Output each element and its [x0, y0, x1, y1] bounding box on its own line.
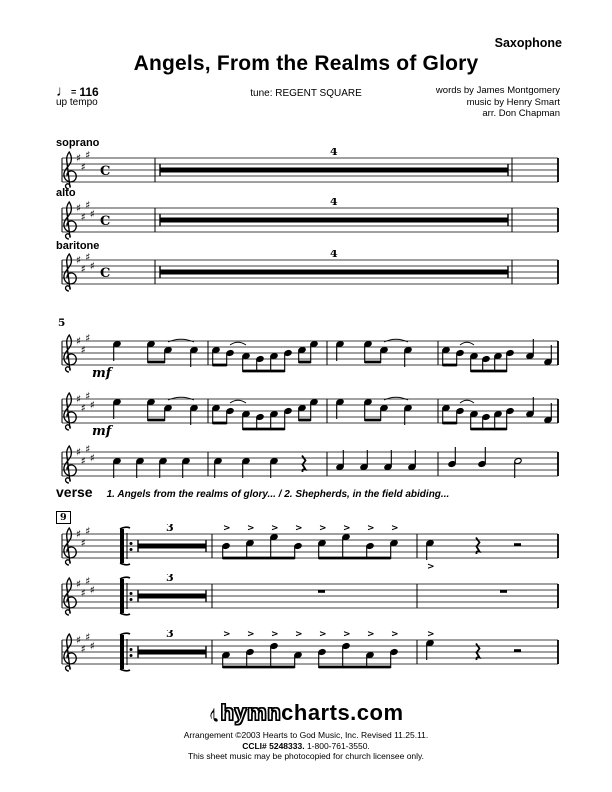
svg-text:♯: ♯: [89, 208, 95, 221]
svg-text:>: >: [427, 562, 435, 572]
svg-text:3: 3: [166, 630, 174, 640]
footer-lines: [0, 730, 612, 762]
svg-text:♯: ♯: [80, 455, 86, 468]
svg-text:♯: ♯: [85, 251, 91, 264]
svg-text:♯: ♯: [76, 578, 82, 591]
footer-line-license: This sheet music may be photocopied for church licensee only.: [187, 751, 425, 761]
svg-text:♯: ♯: [76, 202, 82, 215]
svg-text:>: >: [271, 524, 279, 534]
svg-text:♯: ♯: [76, 634, 82, 647]
svg-text:♯: ♯: [80, 587, 86, 600]
svg-text:♯: ♯: [85, 332, 91, 345]
svg-text:>: >: [319, 524, 327, 534]
staff-soprano-system2: [56, 331, 562, 389]
svg-text:♯: ♯: [89, 260, 95, 273]
staff-label-alto: alto: [56, 187, 76, 199]
svg-text:♯: ♯: [76, 446, 82, 459]
tune-name: tune: REGENT SQUARE: [250, 88, 362, 99]
svg-text:♯: ♯: [76, 335, 82, 348]
footer-line-arrangement: Arrangement ©2003 Hearts to God Music, Inc. Revised 11.25.11.: [183, 730, 429, 740]
svg-text:>: >: [391, 524, 399, 534]
svg-text:♯: ♯: [80, 643, 86, 656]
measure-number-9: 9: [56, 511, 71, 524]
svg-text:♯: ♯: [85, 390, 91, 403]
svg-text:>: >: [295, 524, 303, 534]
svg-text:4: 4: [330, 198, 338, 208]
svg-text:♯: ♯: [76, 393, 82, 406]
svg-text:♯: ♯: [80, 344, 86, 357]
footer: [0, 700, 612, 762]
dynamic-mf-soprano: mf: [92, 366, 112, 381]
svg-text:>: >: [427, 630, 435, 640]
svg-text:♯: ♯: [89, 584, 95, 597]
svg-text:♯: ♯: [76, 528, 82, 541]
svg-text:♯: ♯: [80, 402, 86, 415]
svg-text:C: C: [100, 214, 111, 229]
credit-music: music by Henry Smart: [466, 96, 560, 108]
staff-alto-system3: [56, 574, 562, 632]
svg-text:♯: ♯: [76, 152, 82, 165]
staff-label-soprano: soprano: [56, 137, 100, 149]
svg-text:>: >: [367, 630, 375, 640]
verse-label: verse: [56, 484, 93, 500]
part-label: Saxophone: [494, 36, 562, 50]
dynamic-mf-alto: mf: [92, 424, 112, 439]
svg-text:>: >: [343, 630, 351, 640]
staff-baritone-system3: [56, 630, 562, 688]
tempo-feel: up tempo: [56, 97, 98, 108]
tempo-bpm: 116: [79, 85, 99, 99]
svg-text:♯: ♯: [76, 254, 82, 267]
svg-text:3: 3: [166, 524, 174, 534]
measure-number-5: 5: [58, 317, 66, 329]
svg-text:>: >: [247, 630, 255, 640]
svg-text:♯: ♯: [80, 537, 86, 550]
note-icon: ♪: [208, 701, 221, 728]
quarter-note-icon: ♩: [56, 83, 71, 100]
svg-text:♯: ♯: [89, 452, 95, 465]
svg-text:♯: ♯: [85, 149, 91, 162]
logo-charts-text: charts.com: [281, 700, 404, 725]
svg-text:♯: ♯: [80, 263, 86, 276]
svg-text:♯: ♯: [89, 640, 95, 653]
logo-hymn-text: hymn: [220, 700, 282, 725]
svg-text:>: >: [247, 524, 255, 534]
credit-words: words by James Montgomery: [435, 85, 560, 96]
svg-text:♯: ♯: [85, 575, 91, 588]
page-title: Angels, From the Realms of Glory: [133, 52, 479, 75]
svg-text:C: C: [100, 266, 111, 281]
hymncharts-logo: [208, 700, 403, 729]
svg-text:♯: ♯: [85, 525, 91, 538]
svg-text:4: 4: [330, 250, 338, 260]
svg-text:>: >: [223, 524, 231, 534]
svg-text:>: >: [295, 630, 303, 640]
staff-alto-system1: [56, 198, 562, 256]
svg-text:♯: ♯: [80, 211, 86, 224]
svg-text:♯: ♯: [89, 399, 95, 412]
svg-text:>: >: [271, 630, 279, 640]
tempo-equals: =: [71, 87, 77, 97]
svg-text:♯: ♯: [80, 161, 86, 174]
svg-text:>: >: [391, 630, 399, 640]
svg-text:4: 4: [330, 148, 338, 158]
verse-line: [56, 484, 449, 502]
staff-alto-system2: [56, 389, 562, 447]
svg-text:3: 3: [166, 574, 174, 584]
staff-baritone-system1: [56, 250, 562, 308]
svg-text:>: >: [343, 524, 351, 534]
credits: [436, 85, 560, 120]
svg-text:C: C: [100, 164, 111, 179]
svg-text:♯: ♯: [85, 199, 91, 212]
svg-text:>: >: [367, 524, 375, 534]
staff-label-baritone: baritone: [56, 240, 100, 252]
credit-arranger: arr. Don Chapman: [482, 108, 560, 120]
svg-text:♯: ♯: [85, 631, 91, 644]
svg-text:♯: ♯: [85, 443, 91, 456]
footer-line-ccli: CCLI# 5248333. 1-800-761-3550.: [242, 740, 370, 751]
svg-text:>: >: [223, 630, 231, 640]
svg-text:>: >: [319, 630, 327, 640]
verse-text: 1. Angels from the realms of glory... / 2. Shepherds, in the field abiding...: [106, 489, 450, 500]
